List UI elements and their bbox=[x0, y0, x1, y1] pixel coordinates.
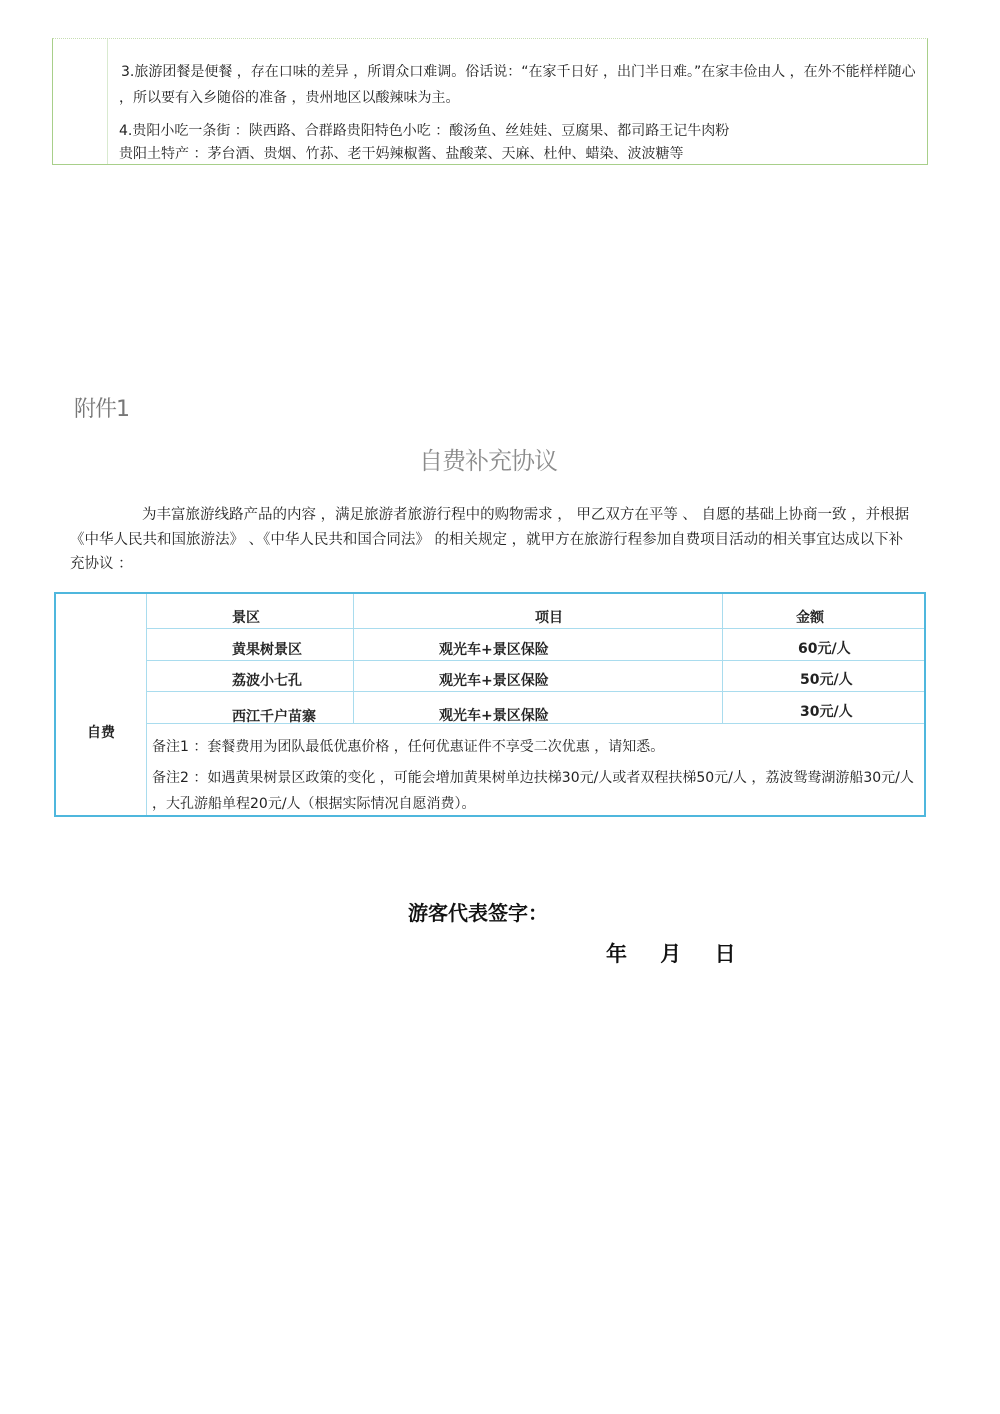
table-rule bbox=[722, 594, 723, 724]
table-header-item: 项目 bbox=[535, 610, 563, 626]
table-cell-item: 观光车+景区保险 bbox=[439, 708, 549, 724]
tip-local-specialties: 贵阳土特产 ：茅台酒、贵烟、竹荪、老干妈辣椒酱、盐酸菜、天麻、杜仲、蜡染、波波糖等 bbox=[119, 146, 684, 162]
table-rule bbox=[146, 628, 924, 629]
fee-note-2: 备注2 ：如遇黄果树景区政策的变化 ，可能会增加黄果树单边扶梯30元/人或者双程扶梯50元/人 ，荔波鸳鸯湖游船30元/人 ，大孔游船单程20元/人（根据实际情况自愿消费）。 bbox=[152, 770, 914, 812]
table-cell-scenic-area: 西江千户苗寨 bbox=[232, 709, 316, 725]
table-cell-item: 观光车+景区保险 bbox=[439, 673, 549, 689]
signature-label: 游客代表签字： bbox=[408, 901, 548, 925]
tip-meals: 3.旅游团餐是便餐 ，存在口味的差异 ，所谓众口难调。俗话说：“在家千日好 ，出门半日难。”在家丰俭由人 ，在外不能样样随心 ，所以要有入乡随俗的准备 ，贵州地区以酸辣味为主。 bbox=[119, 64, 916, 106]
tip-snack-street: 4.贵阳小吃一条街 ：陕西路、合群路贵阳特色小吃 ：酸汤鱼、丝娃娃、豆腐果、都司路王记牛肉粉 bbox=[119, 123, 730, 139]
fee-note-1: 备注1 ：套餐费用为团队最低优惠价格 ，任何优惠证件不享受二次优惠 ，请知悉。 bbox=[152, 739, 665, 755]
table-header-scenic-area: 景区 bbox=[232, 610, 260, 626]
fee-table-left-label: 自费 bbox=[87, 725, 115, 741]
table-cell-scenic-area: 荔波小七孔 bbox=[232, 673, 302, 689]
fee-table bbox=[54, 592, 926, 817]
table-cell-amount: 30元/人 bbox=[800, 704, 853, 720]
table-header-amount: 金额 bbox=[796, 610, 824, 626]
table-cell-amount: 50元/人 bbox=[800, 672, 853, 688]
table-rule bbox=[146, 660, 924, 661]
attachment-label: 附件1 bbox=[74, 397, 129, 422]
tips-divider bbox=[107, 39, 108, 164]
table-rule bbox=[353, 594, 354, 724]
fee-table-left-column bbox=[56, 594, 147, 815]
page-title: 自费补充协议 bbox=[419, 447, 557, 475]
date-line: 年 月 日 bbox=[606, 942, 736, 966]
table-cell-scenic-area: 黄果树景区 bbox=[232, 642, 302, 658]
table-cell-item: 观光车+景区保险 bbox=[439, 642, 549, 658]
table-rule bbox=[146, 691, 924, 692]
tips-box bbox=[52, 38, 928, 165]
intro-paragraph: 为丰富旅游线路产品的内容 ，满足旅游者旅游行程中的购物需求 ， 甲乙双方在平等 、 自愿的基础上协商一致 ，并根据《中华人民共和国旅游法》 、《中华人民共和国合同法》 的相关规定 ，就甲方在旅游行程参加自费项目活动的相关事宜达成以下补充协议 ： bbox=[70, 507, 910, 572]
table-cell-amount: 60元/人 bbox=[798, 641, 851, 657]
